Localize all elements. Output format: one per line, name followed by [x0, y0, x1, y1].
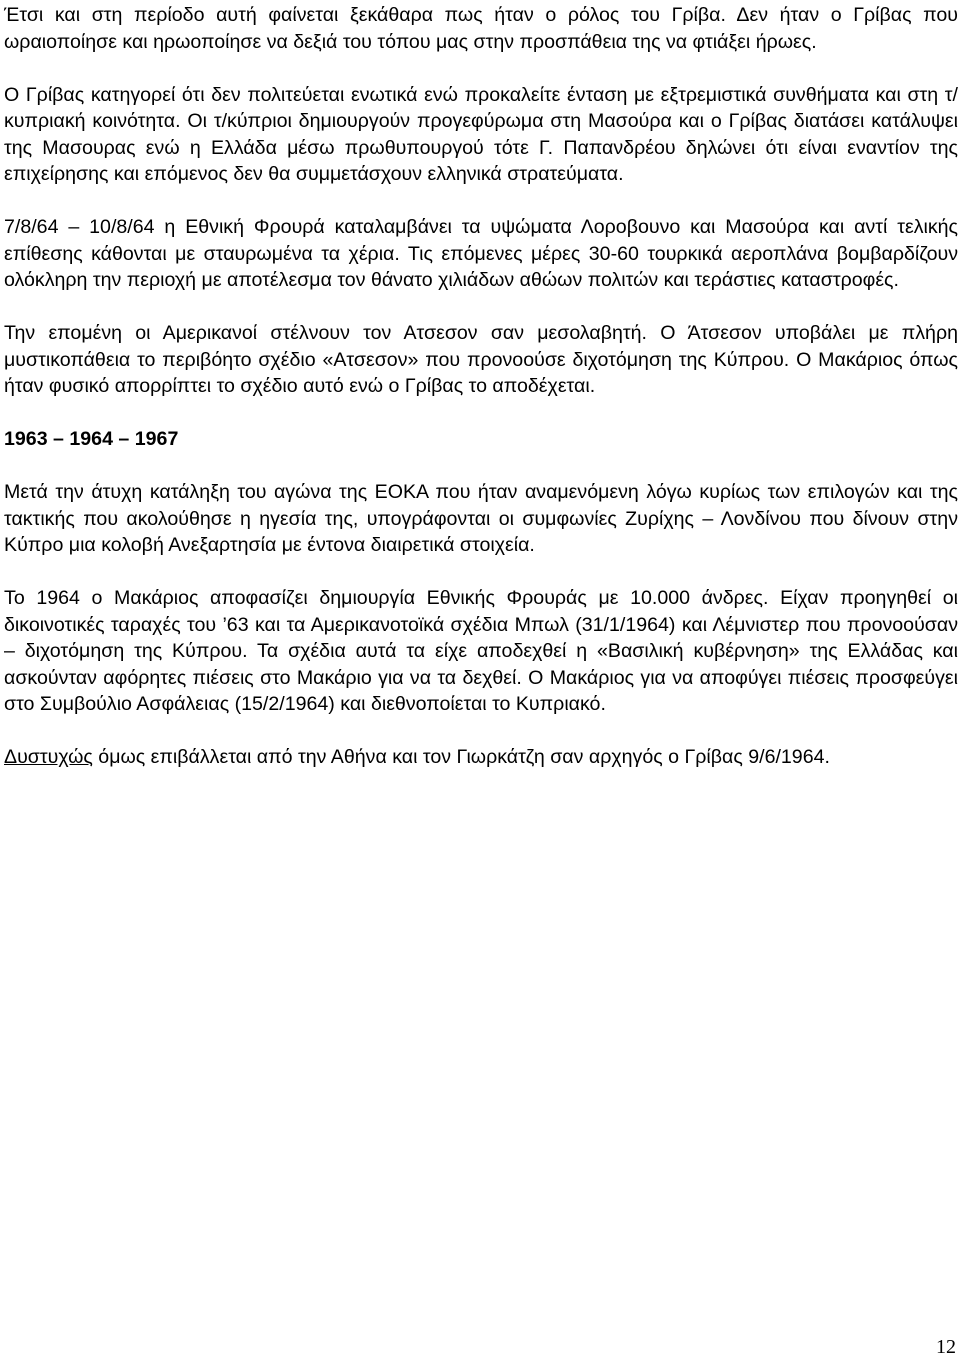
- document-body: [4, 2, 958, 797]
- paragraph-griva-role: Έτσι και στη περίοδο αυτή φαίνεται ξεκάθαρα πως ήταν ο ρόλος του Γρίβα. Δεν ήταν ο Γρίβας που ωραιοποίησε και ηρωοποίησε να δεξιά του τόπου μας στην προσπάθεια της να φτιάξει ήρωες.: [4, 4, 958, 53]
- underlined-word: Δυστυχώς: [4, 746, 93, 768]
- paragraph-grivas-appointed: [4, 744, 958, 771]
- paragraph-rest: όμως επιβάλλεται από την Αθήνα και τον Γιωρκάτζη σαν αρχηγός ο Γρίβας 9/6/1964.: [92, 746, 830, 768]
- section-heading: 1963 – 1964 – 1967: [4, 428, 179, 450]
- paragraph-acheson-plan: Την επομένη οι Αμερικανοί στέλνουν τον Ατσεσον σαν μεσολαβητή. Ο Άτσεσον υποβάλει με πλήρη μυστικοπάθεια το περιβόητο σχέδιο «Ατσεσον» που προνοούσε διχοτόμηση της Κύπρου. Ο Μακάριος όπως ήταν φυσικό απορρίπτει το σχέδιο αυτό ενώ ο Γρίβας το αποδέχεται.: [4, 322, 958, 397]
- paragraph-national-guard-attack: 7/8/64 – 10/8/64 η Εθνική Φρουρά καταλαμβάνει τα υψώματα Λοροβουνο και Μασούρα και αντί τελικής επίθεσης κάθονται με σταυρωμένα τα χέρια. Τις επόμενες μέρες 30-60 τουρκικά αεροπλάνα βομβαρδίζουν ολόκληρη την περιοχή με αποτέλεσμα τον θάνατο χιλιάδων αθώων πολιτών και τεράστιες καταστροφές.: [4, 216, 958, 291]
- paragraph-masoura-bridgehead: Ο Γρίβας κατηγορεί ότι δεν πολιτεύεται ενωτικά ενώ προκαλείτε ένταση με εξτρεμιστικά συνθήματα και στη τ/κυπριακή κοινότητα. Οι τ/κύπριοι δημιουργούν προγεφύρωμα στη Μασούρα και ο Γρίβας διατάσει κατάλυψει της Μασουρας ενώ η Ελλάδα μέσω πρωθυπουργού τότε Γ. Παπανδρέου δηλώνει ότι είναι εναντίον της επιχείρησης και επόμενος δεν θα συμμετάσχουν ελληνικά στρατεύματα.: [4, 83, 958, 185]
- paragraph-zurich-london: Μετά την άτυχη κατάληξη του αγώνα της ΕΟΚΑ που ήταν αναμενόμενη λόγω κυρίως των επιλογών και της τακτικής που ακολούθησε η ηγεσία της, υπογράφονται οι συμφωνίες Ζυρίχης – Λονδίνου που δίνουν στην Κύπρο μια κολοβή Ανεξαρτησία με έντονα διαιρετικά στοιχεία.: [4, 481, 958, 556]
- page-number: 12: [936, 1336, 956, 1358]
- paragraph-national-guard-founding: Το 1964 ο Μακάριος αποφασίζει δημιουργία Εθνικής Φρουράς με 10.000 άνδρες. Είχαν προηγηθεί οι δικοινοτικές ταραχές του ’63 και τα Αμερικανοτοϊκά σχέδια Μπωλ (31/1/1964) και Λέμνιστερ που προνοούσαν – διχοτόμηση της Κύπρου. Τα σχέδια αυτά τα είχε αποδεχθεί η «Βασιλική κυβέρνηση» της Ελλάδας και ασκούνταν αφόρητες πιέσεις στο Μακάριο για να τα δεχθεί. Ο Μακάριος για να αποφύγει πιέσεις προσφεύγει στο Συμβούλιο Ασφάλειας (15/2/1964) και διεθνοποίεται το Κυπριακό.: [4, 587, 958, 715]
